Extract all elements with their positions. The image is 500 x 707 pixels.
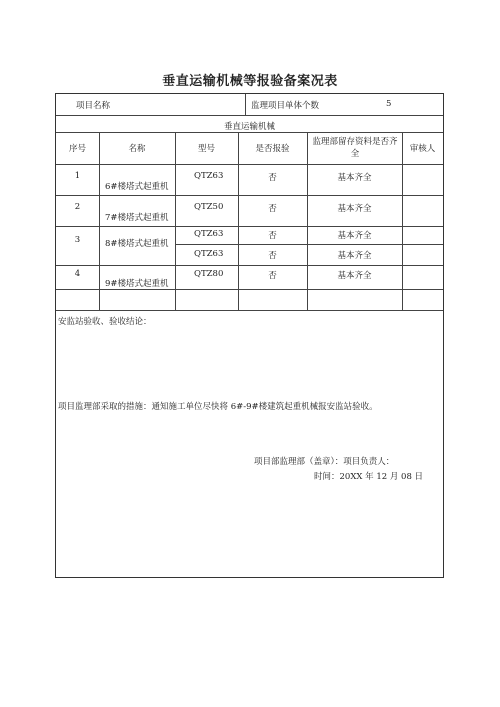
row-name: 6#楼塔式起重机 xyxy=(105,182,169,192)
row-model: QTZ63 xyxy=(194,171,224,181)
row-docs: 基本齐全 xyxy=(337,173,372,183)
unit-count-value: 5 xyxy=(386,99,392,109)
measures-text: 项目监理部采取的措施：通知施工单位尽快将 6#-9#楼建筑起重机械报安监站验收。 xyxy=(58,402,378,412)
project-name-label: 项目名称 xyxy=(76,101,111,111)
row-reported-secondary: 否 xyxy=(268,251,277,261)
row-model: QTZ63 xyxy=(194,229,224,239)
row-model: QTZ50 xyxy=(194,202,224,212)
acceptance-label: 安监站验收、验收结论： xyxy=(58,317,152,327)
row-name: 7#楼塔式起重机 xyxy=(105,213,169,223)
row-divider xyxy=(56,226,443,227)
row-model: QTZ80 xyxy=(194,269,224,279)
row-reported: 否 xyxy=(268,204,277,214)
row-divider xyxy=(56,164,443,165)
row-reported: 否 xyxy=(268,173,277,183)
row-divider xyxy=(56,310,443,311)
row-divider xyxy=(56,132,443,133)
row-seq: 4 xyxy=(74,269,81,279)
row-name: 9#楼塔式起重机 xyxy=(105,279,169,289)
row-reported: 否 xyxy=(268,231,277,241)
row-divider xyxy=(56,195,443,196)
row-docs: 基本齐全 xyxy=(337,231,372,241)
col-header-seq: 序号 xyxy=(68,144,86,154)
row-docs: 基本齐全 xyxy=(337,271,372,281)
row-reported: 否 xyxy=(268,271,277,281)
row-docs-secondary: 基本齐全 xyxy=(337,251,372,261)
col-header-reviewer: 审核人 xyxy=(409,144,436,154)
col-header-name: 名称 xyxy=(128,144,146,154)
row-seq: 1 xyxy=(74,171,81,181)
col-divider xyxy=(99,132,100,310)
section-title: 垂直运输机械 xyxy=(223,122,275,132)
row-name: 8#楼塔式起重机 xyxy=(105,239,169,249)
col-divider xyxy=(238,132,239,310)
col-divider xyxy=(175,132,176,310)
row-seq: 3 xyxy=(74,235,81,245)
col-divider xyxy=(245,94,246,115)
record-form xyxy=(55,93,444,578)
row-model-secondary: QTZ63 xyxy=(194,249,224,259)
col-header-model: 型号 xyxy=(197,144,215,154)
row-divider xyxy=(56,289,443,290)
row-seq: 2 xyxy=(74,202,81,212)
document-title: 垂直运输机械等报验备案况表 xyxy=(162,74,338,89)
col-header-reported: 是否报验 xyxy=(255,144,290,154)
col-divider xyxy=(402,132,403,310)
signature-line: 项目部监理部（盖章）：项目负责人： xyxy=(254,457,395,467)
unit-count-label: 监理项目单体个数 xyxy=(251,101,320,111)
col-header-docs: 监理部留存资料是否齐全 xyxy=(312,137,398,159)
row-divider xyxy=(56,115,443,116)
row-docs: 基本齐全 xyxy=(337,204,372,214)
row-divider xyxy=(56,265,443,266)
date-line: 时间：20XX 年 12 月 08 日 xyxy=(314,472,424,482)
col-divider xyxy=(307,132,308,310)
